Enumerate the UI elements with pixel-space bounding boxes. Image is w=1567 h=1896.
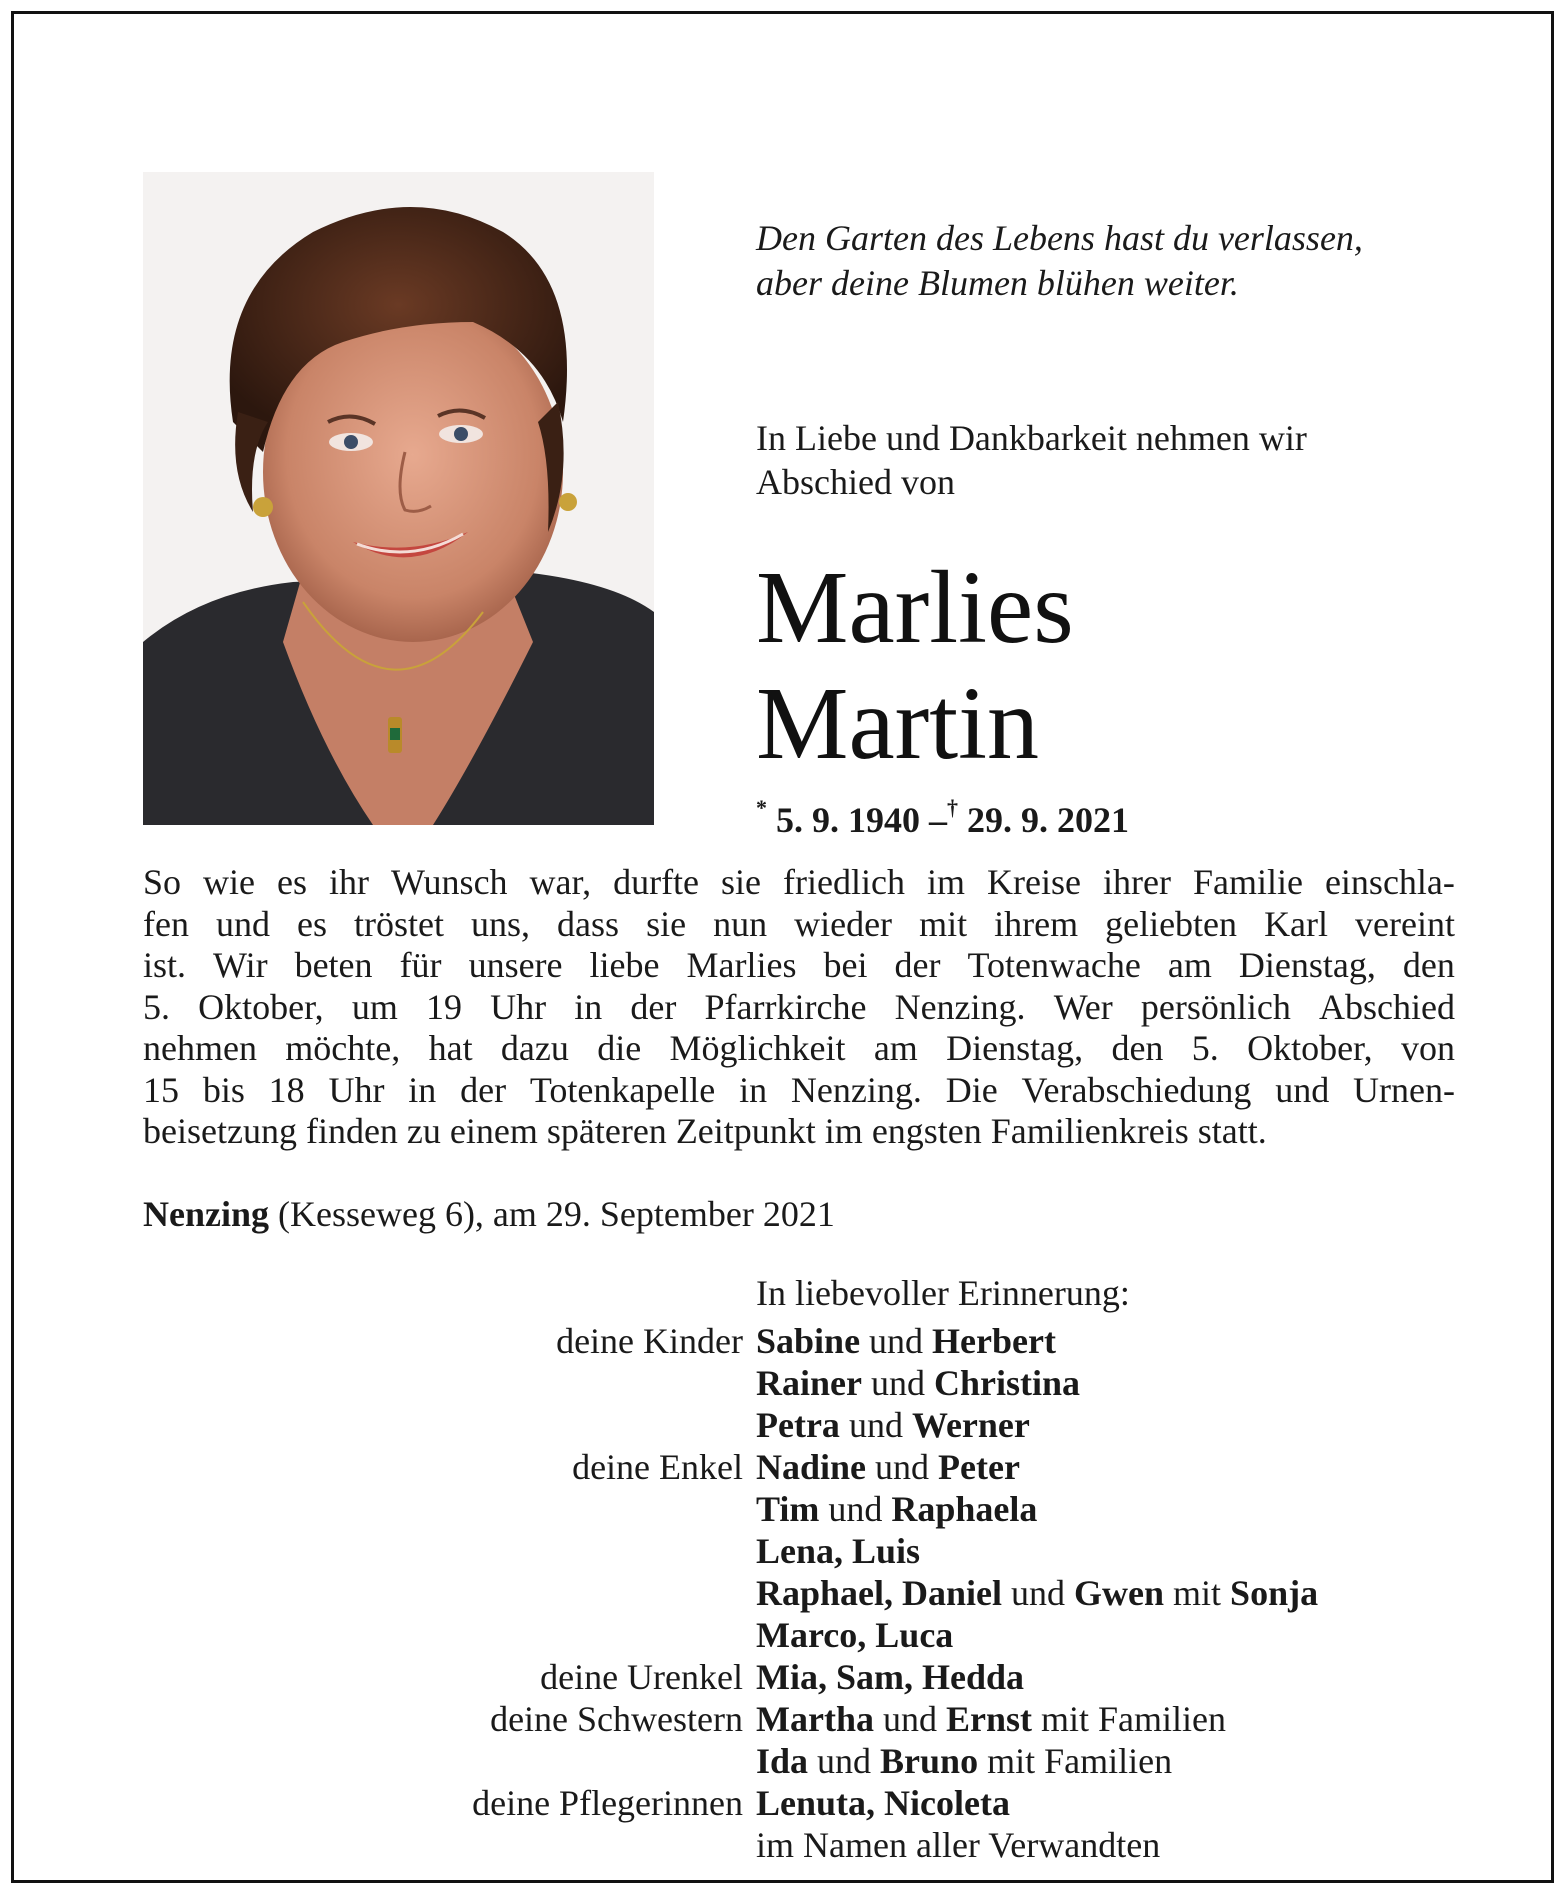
body-word: geliebten xyxy=(1105,903,1238,944)
relation-label: deine Pflegerinnen xyxy=(472,1783,743,1823)
place-details: (Kesseweg 6), am 29. September 2021 xyxy=(269,1194,835,1234)
mourner-row xyxy=(143,1320,1483,1362)
body-word: einschla- xyxy=(1324,862,1455,902)
relation-label xyxy=(143,1824,756,1866)
intro-line: In Liebe und Dankbarkeit nehmen wir xyxy=(756,418,1307,458)
relation-label xyxy=(143,1362,756,1404)
mourner-name: Werner xyxy=(911,1405,1030,1445)
connector-text: und xyxy=(839,1405,912,1445)
body-word: in xyxy=(408,1069,437,1110)
mourner-name: Gwen xyxy=(1074,1573,1165,1613)
body-word: Die xyxy=(945,1069,998,1110)
connector-text: und xyxy=(860,1321,933,1361)
mourner-name: Ida xyxy=(756,1741,809,1781)
body-word: Kreise xyxy=(987,862,1081,902)
relation-label xyxy=(143,1740,756,1782)
connector-text: und xyxy=(861,1363,934,1403)
body-word: der xyxy=(894,945,941,985)
body-word: Wer xyxy=(1053,986,1113,1027)
body-line xyxy=(143,1028,1455,1070)
body-line xyxy=(143,1070,1455,1112)
body-line xyxy=(143,945,1455,987)
body-word: nun xyxy=(713,903,768,944)
mourner-name: Herbert xyxy=(932,1321,1056,1361)
body-line xyxy=(143,1111,1455,1153)
relation-label: deine Kinder xyxy=(556,1321,743,1361)
body-word: war, xyxy=(529,862,592,902)
mourner-row xyxy=(143,1446,1483,1488)
body-word: beisetzung xyxy=(143,1111,297,1151)
body-word: So xyxy=(143,862,182,902)
connector-text: und xyxy=(1002,1573,1075,1613)
body-word: der xyxy=(460,1069,507,1110)
mourner-row xyxy=(143,1782,1483,1824)
obituary-notice xyxy=(11,11,1554,1883)
connector-text: im Namen aller Verwandten xyxy=(756,1825,1161,1865)
connector-text: mit Familien xyxy=(1031,1699,1226,1739)
relation-label: deine Urenkel xyxy=(540,1657,743,1697)
mourner-names xyxy=(756,1488,1037,1530)
body-word: um xyxy=(351,986,398,1027)
mourner-row xyxy=(143,1362,1483,1404)
mourner-row xyxy=(143,1740,1483,1782)
notice-body xyxy=(143,862,1455,1153)
body-word: Uhr xyxy=(490,986,547,1027)
body-word: Möglichkeit xyxy=(669,1028,846,1068)
mourner-name: Nadine xyxy=(756,1447,867,1487)
body-word: Dienstag, xyxy=(1238,945,1376,985)
body-word: ihrem xyxy=(994,903,1079,944)
connector-text: und xyxy=(819,1489,892,1529)
body-word: möchte, xyxy=(285,1028,401,1068)
intro-line: Abschied von xyxy=(756,462,955,502)
mourner-row xyxy=(143,1530,1483,1572)
body-word: Karl xyxy=(1264,903,1329,944)
mourner-names xyxy=(756,1362,1080,1404)
body-word: Nenzing. xyxy=(894,986,1026,1027)
body-word: beten xyxy=(294,945,373,985)
body-word: im xyxy=(927,862,966,902)
mourner-name: Lena, Luis xyxy=(756,1531,921,1571)
intro-text xyxy=(756,416,1476,504)
body-word: Totenwache xyxy=(967,945,1141,985)
mourner-row xyxy=(143,1488,1483,1530)
body-word: Abschied xyxy=(1319,986,1455,1027)
body-word: im xyxy=(824,1111,863,1151)
body-word: für xyxy=(399,945,442,985)
mourner-row xyxy=(143,1572,1483,1614)
relation-label: deine Schwestern xyxy=(490,1699,743,1739)
place-and-date xyxy=(143,1192,835,1236)
body-word: Wunsch xyxy=(391,862,508,902)
relation-label xyxy=(143,1572,756,1614)
body-word: der xyxy=(630,986,677,1027)
birth-symbol: * xyxy=(756,795,767,820)
connector-text: mit Familien xyxy=(978,1741,1173,1781)
body-word: am xyxy=(1167,945,1212,985)
body-word: dass xyxy=(557,903,620,944)
body-word: von xyxy=(1400,1028,1455,1068)
body-word: Familie xyxy=(1192,862,1303,902)
life-dates xyxy=(756,790,1476,842)
relation-label xyxy=(143,1614,756,1656)
mourner-names xyxy=(756,1446,1020,1488)
mourner-names xyxy=(756,1824,1160,1866)
body-word: tröstet xyxy=(354,903,444,944)
body-word: engsten xyxy=(871,1111,982,1151)
connector-text: und xyxy=(808,1741,881,1781)
body-word: statt. xyxy=(1197,1111,1267,1151)
body-word: fen xyxy=(143,903,189,944)
place-town: Nenzing xyxy=(143,1194,269,1234)
mourner-name: Christina xyxy=(933,1363,1081,1403)
mourner-name: Lenuta, Nicoleta xyxy=(756,1783,1010,1823)
relation-label xyxy=(143,1530,756,1572)
body-word: wie xyxy=(203,862,256,902)
body-word: Nenzing. xyxy=(790,1069,922,1110)
mourner-name: Mia, Sam, Hedda xyxy=(756,1657,1025,1697)
body-word: bis xyxy=(202,1069,245,1110)
date-separator: – xyxy=(929,800,947,840)
body-word: den xyxy=(1402,945,1455,985)
body-word: zu xyxy=(406,1111,441,1151)
mourner-name: Marco, Luca xyxy=(756,1615,954,1655)
relation-label xyxy=(143,1404,756,1446)
mourner-name: Sonja xyxy=(1230,1573,1319,1613)
body-word: Uhr xyxy=(328,1069,385,1110)
mourner-name: Tim xyxy=(756,1489,820,1529)
body-word: Urnen- xyxy=(1353,1069,1455,1110)
body-word: mit xyxy=(919,903,968,944)
body-word: und xyxy=(1275,1069,1330,1110)
connector-text: und xyxy=(873,1699,946,1739)
body-word: einem xyxy=(449,1111,538,1151)
birth-date: 5. 9. 1940 xyxy=(776,800,920,840)
body-word: 5. xyxy=(143,986,170,1027)
death-date: 29. 9. 2021 xyxy=(967,800,1129,840)
body-word: persönlich xyxy=(1140,986,1291,1027)
body-word: ihrer xyxy=(1102,862,1171,902)
mourner-names xyxy=(756,1698,1226,1740)
body-word: 15 xyxy=(143,1069,179,1110)
body-word: den xyxy=(1111,1028,1164,1068)
body-word: durfte xyxy=(613,862,700,902)
body-word: Oktober, xyxy=(198,986,324,1027)
body-word: in xyxy=(739,1069,768,1110)
mourner-name: Martha xyxy=(756,1699,874,1739)
relation-label xyxy=(143,1488,756,1530)
body-word: Totenkapelle xyxy=(529,1069,716,1110)
body-word: am xyxy=(873,1028,918,1068)
body-word: Verabschiedung xyxy=(1021,1069,1252,1110)
body-word: die xyxy=(597,1028,642,1068)
remembrance-heading: In liebevoller Erinnerung: xyxy=(756,1273,1130,1313)
body-word: und xyxy=(215,903,270,944)
deceased-name xyxy=(756,550,1476,782)
mourner-names xyxy=(756,1530,920,1572)
body-word: sie xyxy=(646,903,687,944)
mourner-row xyxy=(143,1698,1483,1740)
quote-line: aber deine Blumen blühen weiter. xyxy=(756,263,1239,303)
body-word: 18 xyxy=(268,1069,305,1110)
body-word: unsere xyxy=(468,945,563,985)
body-word: hat xyxy=(428,1028,473,1068)
body-word: bei xyxy=(823,945,868,985)
mourner-row xyxy=(143,1614,1483,1656)
connector-text: und xyxy=(866,1447,939,1487)
mourner-name: Petra xyxy=(756,1405,840,1445)
quote-line: Den Garten des Lebens hast du verlassen, xyxy=(756,218,1363,258)
body-word: nehmen xyxy=(143,1028,257,1068)
mourners-list xyxy=(143,1320,1483,1866)
mourner-names xyxy=(756,1656,1024,1698)
mourner-names xyxy=(756,1404,1030,1446)
body-word: Marlies xyxy=(686,945,797,985)
mourner-name: Ernst xyxy=(945,1699,1032,1739)
body-word: es xyxy=(277,862,308,902)
body-line xyxy=(143,987,1455,1029)
mourner-names xyxy=(756,1782,1010,1824)
body-word: in xyxy=(574,986,603,1027)
body-word: sie xyxy=(721,862,762,902)
body-word: dazu xyxy=(500,1028,569,1068)
body-word: Dienstag, xyxy=(946,1028,1084,1068)
body-word: uns, xyxy=(471,903,531,944)
last-name: Martin xyxy=(756,666,1040,781)
first-name: Marlies xyxy=(756,550,1074,665)
mourner-name: Peter xyxy=(938,1447,1020,1487)
epitaph-quote xyxy=(756,216,1476,306)
body-word: Oktober, xyxy=(1247,1028,1373,1068)
body-word: Wir xyxy=(213,945,268,985)
body-line xyxy=(143,862,1455,904)
body-word: liebe xyxy=(589,945,660,985)
mourner-names xyxy=(756,1320,1056,1362)
mourner-names xyxy=(756,1740,1172,1782)
body-word: Zeitpunkt xyxy=(675,1111,816,1151)
mourner-name: Bruno xyxy=(880,1741,979,1781)
mourner-name: Rainer xyxy=(756,1363,862,1403)
mourner-name: Sabine xyxy=(756,1321,861,1361)
mourner-name: Raphaela xyxy=(891,1489,1038,1529)
mourner-names xyxy=(756,1614,953,1656)
relation-label: deine Enkel xyxy=(572,1447,743,1487)
connector-text: mit xyxy=(1164,1573,1231,1613)
body-word: finden xyxy=(305,1111,398,1151)
mourner-row xyxy=(143,1404,1483,1446)
mourner-names xyxy=(756,1572,1318,1614)
body-word: wieder xyxy=(794,903,893,944)
body-word: 5. xyxy=(1191,1028,1219,1068)
portrait-photo xyxy=(143,172,654,825)
mourner-name: Raphael, Daniel xyxy=(756,1573,1003,1613)
body-word: vereint xyxy=(1355,903,1455,944)
death-symbol: † xyxy=(947,795,958,820)
body-word: 19 xyxy=(425,986,462,1027)
body-word: ist. xyxy=(143,945,187,985)
mourner-row xyxy=(143,1656,1483,1698)
body-word: friedlich xyxy=(783,862,905,902)
body-word: Familienkreis xyxy=(990,1111,1189,1151)
body-word: späteren xyxy=(546,1111,667,1151)
body-line xyxy=(143,904,1455,946)
mourner-row xyxy=(143,1824,1483,1866)
body-word: Pfarrkirche xyxy=(704,986,867,1027)
body-word: ihr xyxy=(329,862,370,902)
body-word: es xyxy=(297,903,327,944)
